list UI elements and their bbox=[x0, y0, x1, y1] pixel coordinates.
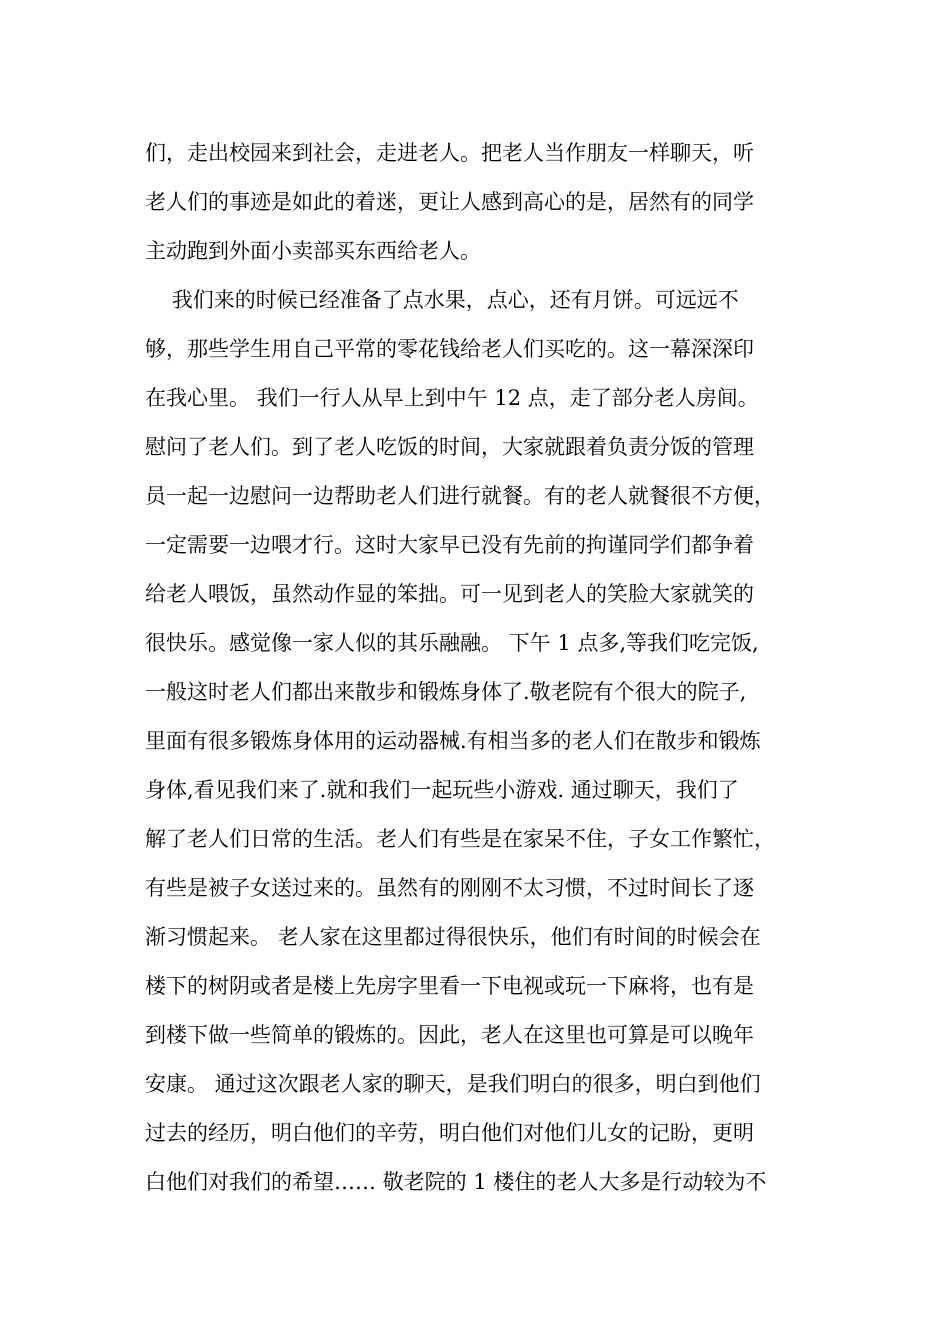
text-line: 们，走出校园来到社会，走进老人。把老人当作朋友一样聊天，听 bbox=[145, 141, 754, 165]
text-line: 主动跑到外面小卖部买东西给老人。 bbox=[145, 239, 481, 263]
text-line: 我们来的时候已经准备了点水果，点心，还有月饼。可远远不 bbox=[145, 288, 739, 312]
text-line: 在我心里。 我们一行人从早上到中午 12 点，走了部分老人房间。 bbox=[145, 386, 759, 410]
text-line: 白他们对我们的希望…… 敬老院的 1 楼住的老人大多是行动较为不 bbox=[145, 1170, 767, 1194]
text-line: 一般这时老人们都出来散步和锻炼身体了.敬老院有个很大的院子, bbox=[145, 680, 747, 704]
text-line: 过去的经历，明白他们的辛劳，明白他们对他们儿女的记盼，更明 bbox=[145, 1121, 754, 1145]
text-line: 解了老人们日常的生活。老人们有些是在家呆不住，子女工作繁忙， bbox=[145, 827, 775, 851]
text-line: 有些是被子女送过来的。虽然有的刚刚不太习惯，不过时间长了逐 bbox=[145, 876, 754, 900]
text-line: 一定需要一边喂才行。这时大家早已没有先前的拘谨同学们都争着 bbox=[145, 533, 754, 557]
text-line: 够，那些学生用自己平常的零花钱给老人们买吃的。这一幕深深印 bbox=[145, 337, 754, 361]
text-line: 里面有很多锻炼身体用的运动器械.有相当多的老人们在散步和锻炼 bbox=[145, 729, 761, 753]
text-line: 安康。 通过这次跟老人家的聊天，是我们明白的很多，明白到他们 bbox=[145, 1072, 761, 1096]
text-line: 慰问了老人们。到了老人吃饭的时间，大家就跟着负责分饭的管理 bbox=[145, 435, 754, 459]
text-line: 身体,看见我们来了.就和我们一起玩些小游戏. 通过聊天，我们了 bbox=[145, 778, 739, 802]
body-text bbox=[145, 129, 825, 1207]
text-line: 给老人喂饭，虽然动作显的笨拙。可一见到老人的笑脸大家就笑的 bbox=[145, 582, 754, 606]
text-line: 很快乐。感觉像一家人似的其乐融融。 下午 1 点多,等我们吃完饭, bbox=[145, 631, 759, 655]
text-line: 老人们的事迹是如此的着迷，更让人感到高心的是，居然有的同学 bbox=[145, 190, 754, 214]
text-line: 到楼下做一些简单的锻炼的。因此，老人在这里也可算是可以晚年 bbox=[145, 1023, 754, 1047]
text-line: 楼下的树阴或者是楼上先房字里看一下电视或玩一下麻将，也有是 bbox=[145, 974, 754, 998]
text-line: 员一起一边慰问一边帮助老人们进行就餐。有的老人就餐很不方便， bbox=[145, 484, 775, 508]
text-line: 渐习惯起来。 老人家在这里都过得很快乐，他们有时间的时候会在 bbox=[145, 925, 761, 949]
